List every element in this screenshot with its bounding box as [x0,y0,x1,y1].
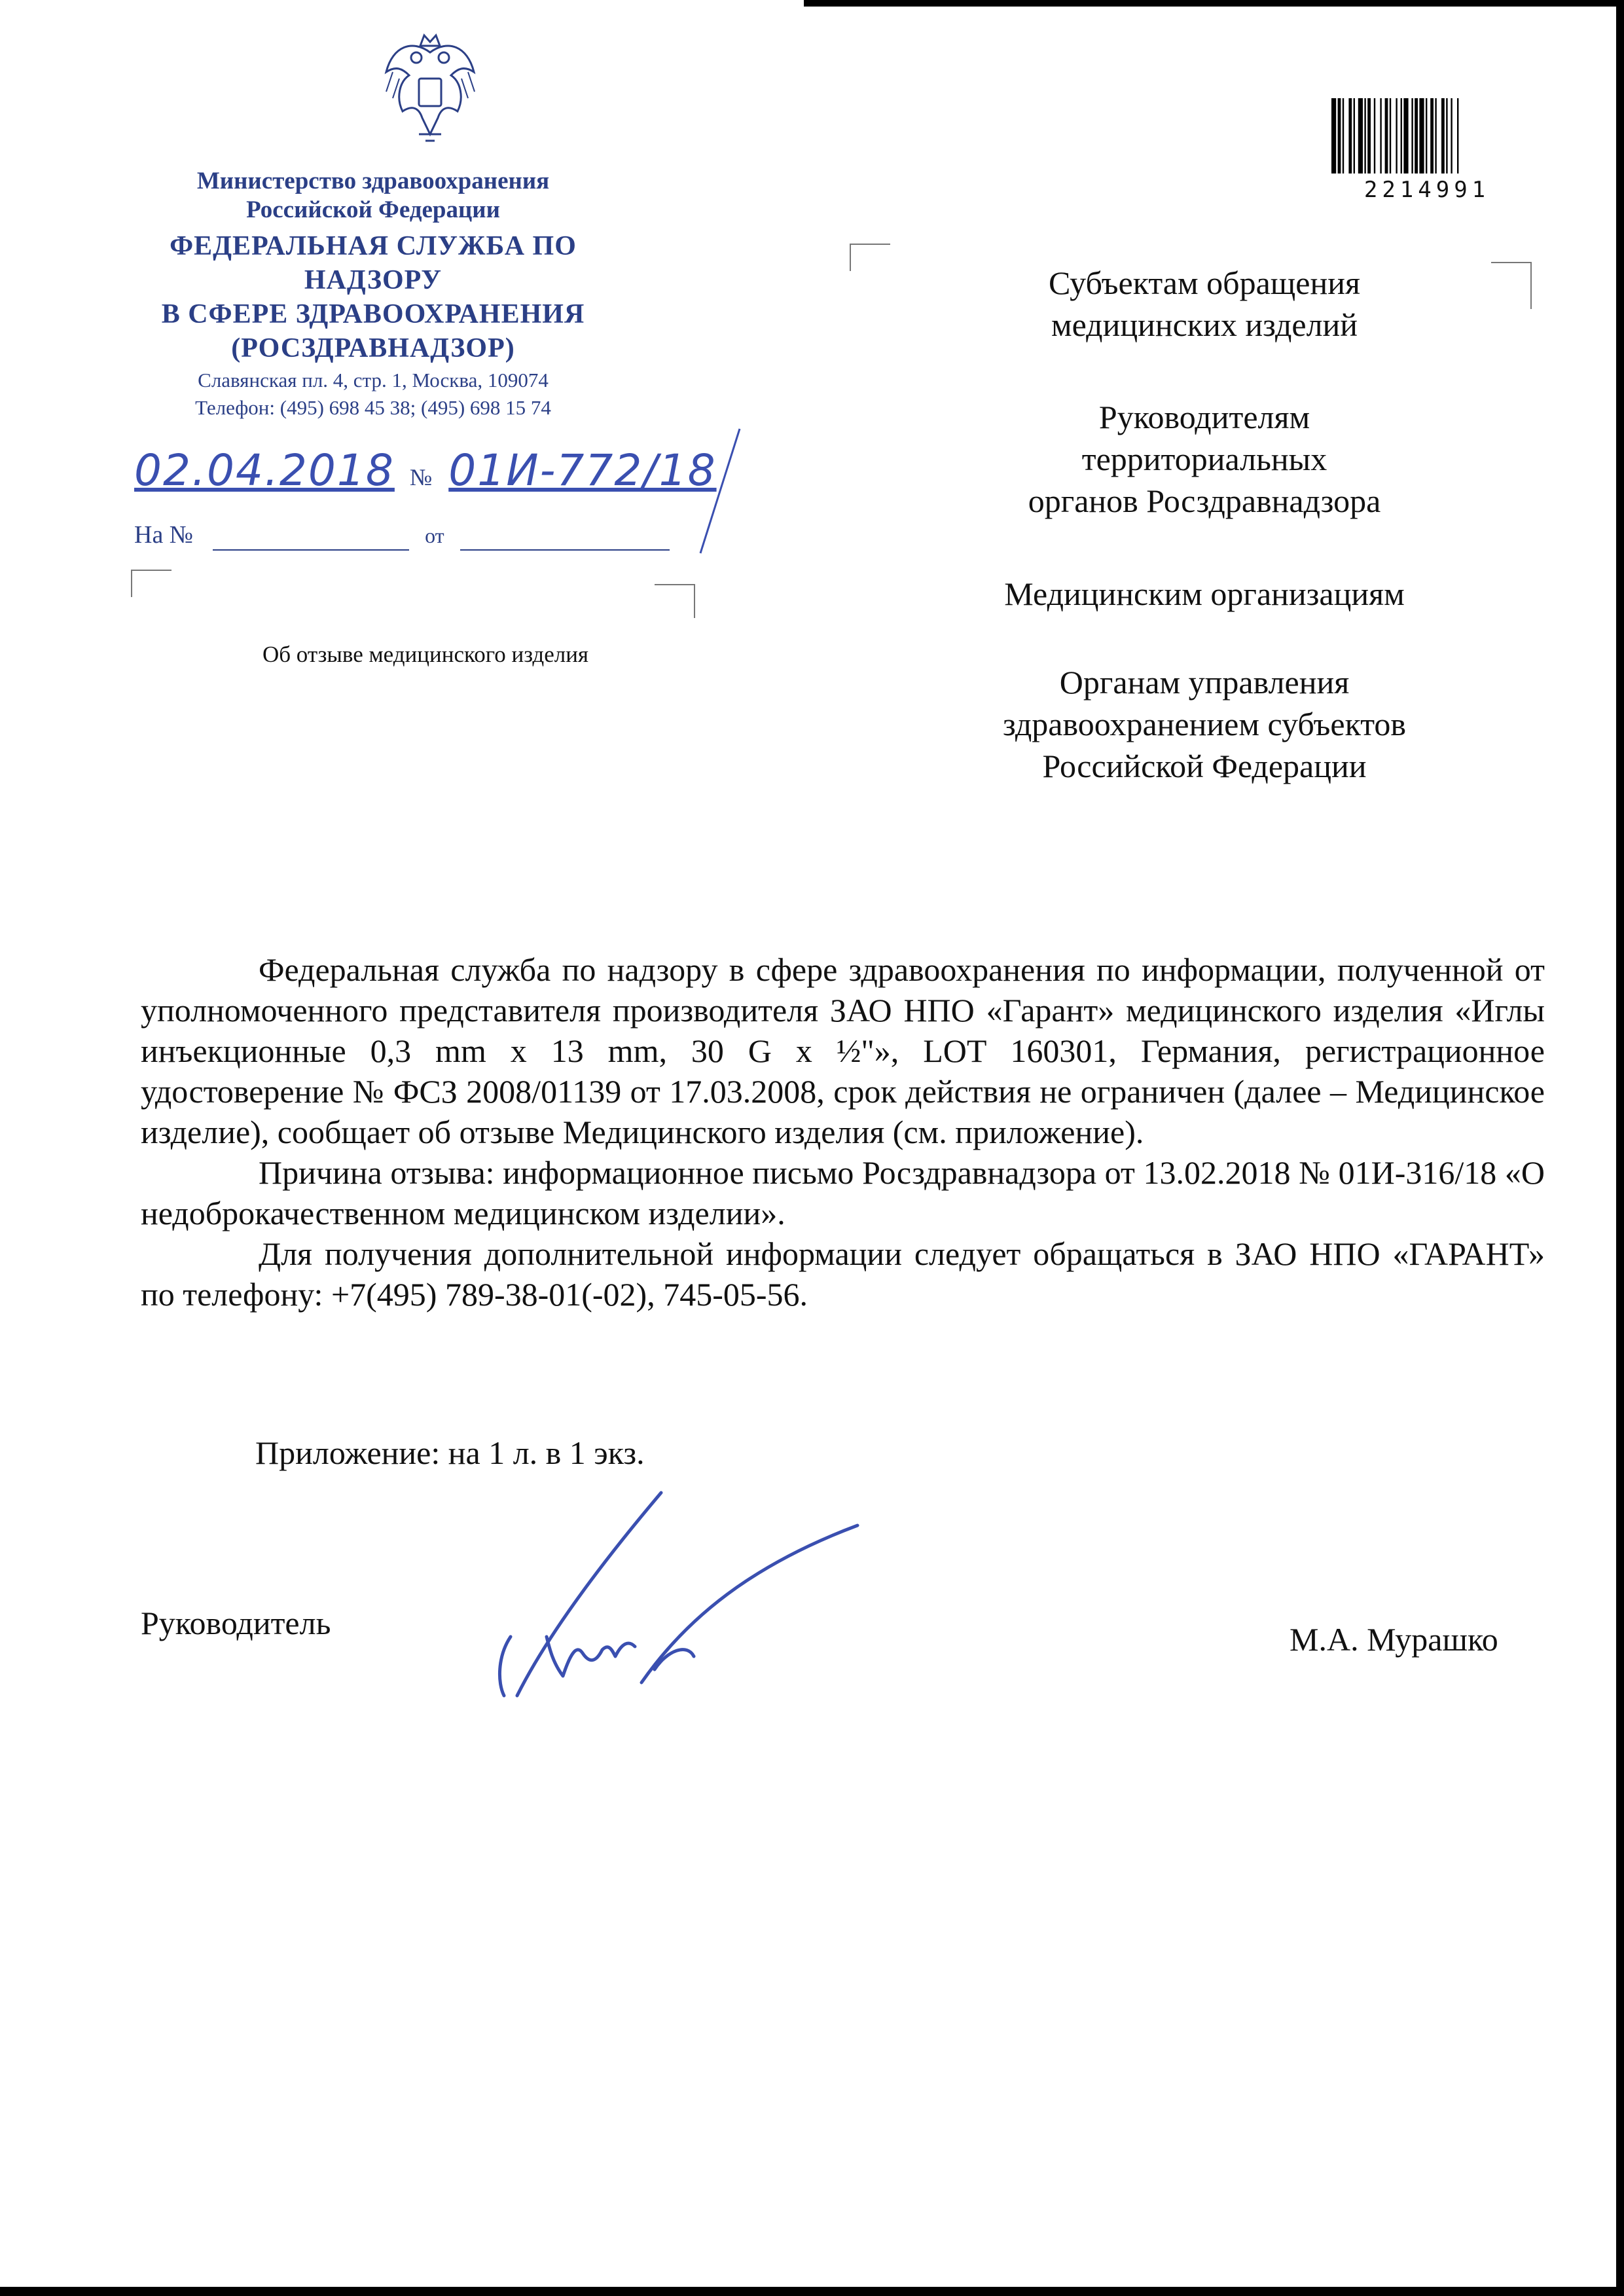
handwritten-signature-icon [491,1486,871,1715]
barcode-bar [1343,98,1344,173]
barcode-bar [1457,98,1458,173]
barcode-number: 2214991 [1363,177,1490,203]
barcode-bar [1367,98,1371,173]
registration-date: 02.04.2018 [134,445,395,496]
barcode-bar [1430,98,1434,173]
barcode-bar [1385,98,1388,173]
ministry-name [98,167,648,225]
barcode-bar [1348,98,1352,173]
coat-of-arms-icon [373,26,488,151]
service-line-2: В СФЕРЕ ЗДРАВООХРАНЕНИЯ [161,299,585,329]
address-line: Славянская пл. 4, стр. 1, Москва, 109074 [198,369,549,392]
body-paragraph-2: Причина отзыва: информационное письмо Росздравнадзора от 13.02.2018 № 01И-316/18 «О недоброкачественном медицинском изделии». [141,1154,1545,1231]
addressee-line: Субъектам обращения [1049,264,1360,301]
addressee-line: Органам управления [1059,664,1350,701]
body-paragraph-3: Для получения дополнительной информации следует обращаться в ЗАО НПО «ГАРАНТ» по телефону: +7(495) 789-38-01(-02), 745-05-56. [141,1235,1545,1313]
letter-body [141,949,1545,1315]
addressee-line: здравоохранением субъектов [1002,706,1407,742]
appendix-note: Приложение: на 1 л. в 1 экз. [255,1434,645,1471]
addressee-4 [916,661,1492,787]
addressee-line: Российской Федерации [1042,748,1367,784]
barcode-bar [1451,98,1452,173]
barcode-bar [1354,98,1355,173]
barcode-bar [1364,98,1365,173]
subject-bracket-left [131,570,171,597]
barcode-bar [1411,98,1413,173]
addressee-line: Руководителям [1098,399,1310,435]
ministry-line-2: Российской Федерации [246,196,500,223]
barcode-bar [1446,98,1447,173]
phone-line: Телефон: (495) 698 45 38; (495) 698 15 74 [195,396,551,419]
addressee-line: медицинских изделий [1051,306,1358,343]
barcode-bar [1403,98,1408,173]
barcode-icon [1329,98,1525,180]
addressee-1 [916,262,1492,346]
addressee-bracket-right [1491,262,1532,309]
barcode-bar [1331,98,1336,173]
addressee-line: Медицинским организациям [1004,575,1405,612]
scan-edge-bottom [0,2287,1624,2296]
barcode-bar [1441,98,1445,173]
barcode-bar [1419,98,1424,173]
reference-row [134,520,670,551]
registration-line [134,445,717,496]
barcode-bar [1435,98,1436,173]
barcode-bar [1390,98,1391,173]
letter-subject: Об отзыве медицинского изделия [262,642,589,667]
barcode-bar [1401,98,1402,173]
body-paragraph-1: Федеральная служба по надзору в сфере здравоохранения по информации, полученной от уполномоченного представителя производителя ЗАО НПО «Гарант» медицинского изделия «Иглы инъекционные 0,3 mm x 13 mm, 30 G x ½"», LOT 160301, Германия, регистрационное удостоверение № ФСЗ 2008/01139 от 17.03.2008, срок действия не ограничен (далее – Медицинское изделие), сообщает об отзыве Медицинского изделия (см. приложение). [141,951,1545,1150]
barcode-bar [1415,98,1418,173]
reference-from: от [425,524,444,547]
registration-number-sign: № [409,464,434,490]
addressee-line: органов Росздравнадзора [1028,483,1381,519]
scan-edge-top [804,0,1624,7]
handwritten-slash-mark [694,426,746,556]
barcode-bar [1396,98,1397,173]
barcode-bar [1426,98,1427,173]
letterhead-address [98,367,648,422]
service-line-3: (РОСЗДРАВНАДЗОР) [231,333,515,363]
barcode-bar [1358,98,1363,173]
subject-bracket-right [655,584,695,618]
barcode-bar [1380,98,1381,173]
ministry-line-1: Министерство здравоохранения [196,168,550,194]
barcode-bar [1374,98,1375,173]
signatory-name: М.А. Мурашко [1290,1621,1498,1658]
reference-prefix: На № [134,521,194,549]
addressee-3 [916,573,1492,615]
addressee-bracket-left [850,244,890,271]
service-name [98,229,648,365]
signatory-role: Руководитель [141,1605,331,1641]
reference-number-blank [213,520,409,551]
service-line-1: ФЕДЕРАЛЬНАЯ СЛУЖБА ПО НАДЗОРУ [170,231,577,295]
scan-edge-right [1616,0,1624,2296]
reference-date-blank [460,520,670,551]
registration-number: 01И-772/18 [448,445,717,496]
barcode-bar [1338,98,1341,173]
addressee-line: территориальных [1081,441,1327,477]
addressee-2 [916,396,1492,522]
